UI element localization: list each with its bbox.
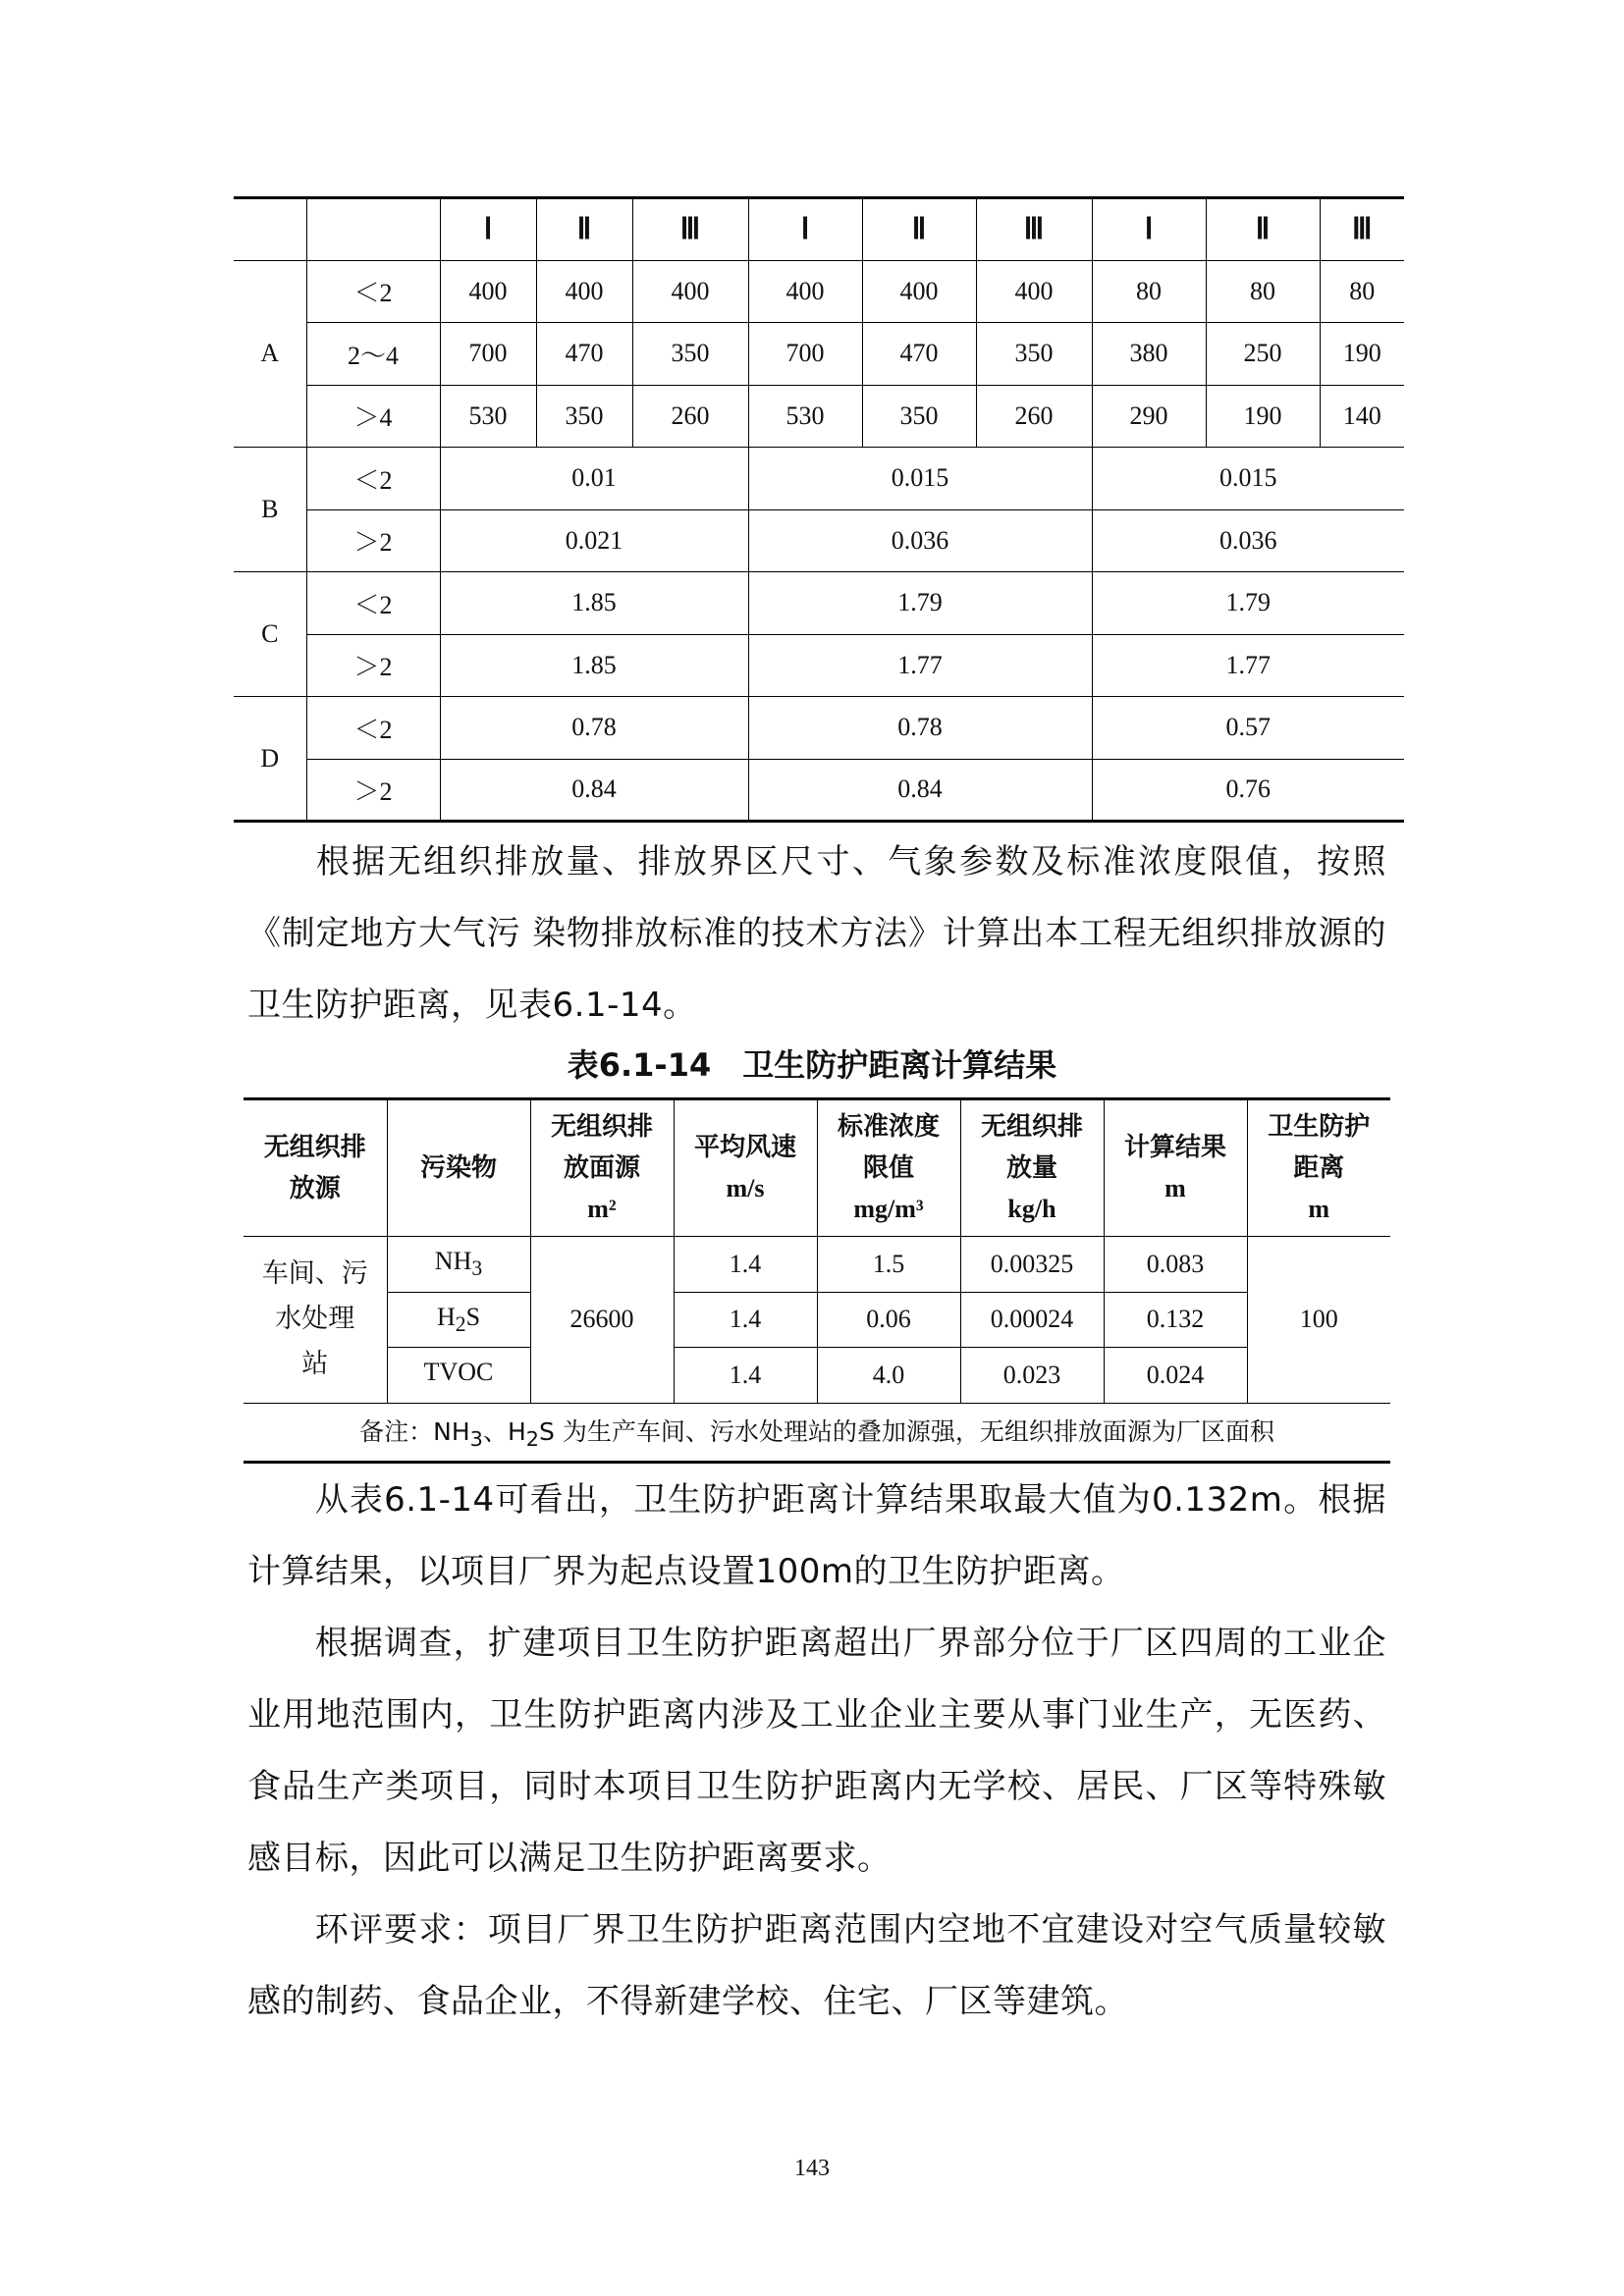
table-cell: 80 <box>1206 260 1320 323</box>
wind-class-cell: ＞2 <box>306 759 440 822</box>
table-cell: 0.036 <box>748 509 1092 572</box>
result-cell: 0.083 <box>1104 1237 1247 1293</box>
area-cell: 26600 <box>530 1237 674 1404</box>
header-area <box>530 1099 674 1237</box>
pollutant-tail: S <box>465 1302 481 1331</box>
wind-class-cell: 2～4 <box>306 323 440 386</box>
table-cell: 0.01 <box>440 448 748 510</box>
table-cell: 140 <box>1320 385 1404 448</box>
table-cell: 350 <box>976 323 1092 386</box>
table-row <box>234 572 1404 635</box>
header-result <box>1104 1099 1247 1237</box>
header-line: 放面源 <box>563 1153 640 1183</box>
table-row <box>234 759 1404 822</box>
table-row <box>234 697 1404 760</box>
pollutant-name: NH <box>434 1247 472 1276</box>
note-subscript: 2 <box>525 1427 540 1451</box>
table-cell: 260 <box>632 385 748 448</box>
table-note <box>244 1403 1390 1462</box>
table-cell: 1.79 <box>1092 572 1404 635</box>
table-cell: 400 <box>632 260 748 323</box>
table-row <box>244 1292 1390 1348</box>
source-line: 站 <box>301 1349 329 1380</box>
header-cell: Ⅲ <box>976 198 1092 261</box>
header-unit: m² <box>587 1195 617 1223</box>
table-row <box>244 1348 1390 1404</box>
paragraph-text: 从表6.1-14可看出，卫生防护距离计算结果取最大值为0.132m。根据计算结果，以项目厂界为起点设置100m的卫生防护距离。 <box>247 1480 1386 1591</box>
paragraph-text: 根据调查，扩建项目卫生防护距离超出厂界部分位于厂区四周的工业企业用地范围内，卫生防护距离内涉及工业企业主要从事门业生产，无医药、食品生产类项目，同时本项目卫生防护距离内无学校、居民、厂区等特殊敏感目标，因此可以满足卫生防护距离要求。 <box>247 1624 1386 1878</box>
protection-distance-table <box>244 1097 1390 1464</box>
group-label-c: C <box>234 572 306 697</box>
table-cell: 400 <box>748 260 862 323</box>
emission-cell: 0.023 <box>960 1348 1104 1404</box>
header-line: 限值 <box>862 1153 914 1183</box>
wind-class-cell: ＜2 <box>306 448 440 510</box>
table-cell: 0.78 <box>440 697 748 760</box>
header-line: 放源 <box>289 1174 341 1203</box>
distance-cell: 100 <box>1247 1237 1390 1404</box>
table-row <box>234 260 1404 323</box>
header-cell <box>306 198 440 261</box>
table-cell: 0.84 <box>440 759 748 822</box>
wind-class-cell: ＜2 <box>306 260 440 323</box>
body-paragraph <box>247 827 1386 1041</box>
table-row <box>244 1237 1390 1293</box>
body-paragraph <box>247 1465 1386 1608</box>
table-caption: 表6.1-14 卫生防护距离计算结果 <box>567 1046 1057 1084</box>
limit-cell: 0.06 <box>817 1292 960 1348</box>
header-line: 无组织排 <box>263 1133 366 1162</box>
header-line: 放量 <box>1005 1153 1057 1183</box>
table-row <box>234 323 1404 386</box>
pollutant-subscript: 3 <box>471 1256 483 1281</box>
pollutant-name: H <box>436 1302 456 1331</box>
table-row <box>234 385 1404 448</box>
header-emission <box>960 1099 1104 1237</box>
limit-cell: 1.5 <box>817 1237 960 1293</box>
source-line: 车间、污 <box>261 1258 368 1290</box>
table-cell: 0.57 <box>1092 697 1404 760</box>
coefficient-table <box>234 196 1404 823</box>
wind-class-cell: ＜2 <box>306 572 440 635</box>
table-cell: 0.015 <box>748 448 1092 510</box>
table-cell: 290 <box>1092 385 1206 448</box>
note-text: 、H <box>482 1417 526 1446</box>
header-line: 无组织排 <box>980 1112 1083 1142</box>
table-cell: 470 <box>536 323 632 386</box>
header-cell: Ⅱ <box>536 198 632 261</box>
table-cell: 0.015 <box>1092 448 1404 510</box>
header-line: 标准浓度 <box>837 1112 940 1142</box>
pollutant-name: TVOC <box>423 1358 494 1387</box>
header-pollutant <box>387 1099 530 1237</box>
body-paragraph <box>247 1895 1386 2038</box>
table-cell: 0.84 <box>748 759 1092 822</box>
wind-cell: 1.4 <box>674 1348 817 1404</box>
table-row <box>234 509 1404 572</box>
header-line: 卫生防护 <box>1268 1112 1371 1142</box>
wind-class-cell: ＞2 <box>306 634 440 697</box>
pollutant-subscript: 2 <box>455 1311 466 1336</box>
table-cell: 1.85 <box>440 572 748 635</box>
table-cell: 350 <box>536 385 632 448</box>
header-line: 污染物 <box>419 1153 497 1183</box>
table-cell: 250 <box>1206 323 1320 386</box>
header-cell: Ⅰ <box>1092 198 1206 261</box>
header-line: 平均风速 <box>693 1133 796 1162</box>
limit-cell: 4.0 <box>817 1348 960 1404</box>
header-cell: Ⅲ <box>632 198 748 261</box>
table-cell: 0.78 <box>748 697 1092 760</box>
table-cell: 80 <box>1320 260 1404 323</box>
source-line: 水处理 <box>275 1304 355 1335</box>
table-cell: 400 <box>440 260 536 323</box>
header-line: 计算结果 <box>1123 1133 1226 1162</box>
table-cell: 0.021 <box>440 509 748 572</box>
body-paragraph <box>247 1608 1386 1895</box>
table-cell: 350 <box>632 323 748 386</box>
table-cell: 260 <box>976 385 1092 448</box>
wind-class-cell: ＞4 <box>306 385 440 448</box>
table-cell: 700 <box>440 323 536 386</box>
note-text: S 为生产车间、污水处理站的叠加源强，无组织排放面源为厂区面积 <box>539 1417 1274 1446</box>
header-unit: m <box>1308 1195 1330 1223</box>
header-cell: Ⅰ <box>440 198 536 261</box>
header-cell <box>234 198 306 261</box>
group-label-b: B <box>234 448 306 572</box>
header-source <box>244 1099 387 1237</box>
header-unit: m/s <box>726 1174 765 1202</box>
page-number: 143 <box>794 2156 830 2181</box>
table-note-row <box>244 1403 1390 1462</box>
table-cell: 190 <box>1206 385 1320 448</box>
note-text: 备注：NH <box>359 1417 470 1446</box>
table-cell: 470 <box>862 323 976 386</box>
emission-cell: 0.00325 <box>960 1237 1104 1293</box>
table-cell: 400 <box>976 260 1092 323</box>
table-cell: 700 <box>748 323 862 386</box>
paragraph-text: 环评要求：项目厂界卫生防护距离范围内空地不宜建设对空气质量较敏感的制药、食品企业，不得新建学校、住宅、厂区等建筑。 <box>247 1910 1386 2021</box>
table-header-row <box>234 198 1404 261</box>
table-cell: 350 <box>862 385 976 448</box>
table-cell: 1.85 <box>440 634 748 697</box>
header-line: 无组织排 <box>550 1112 653 1142</box>
pollutant-cell <box>387 1237 530 1293</box>
group-label-a: A <box>234 260 306 448</box>
table-cell: 400 <box>536 260 632 323</box>
table-cell: 380 <box>1092 323 1206 386</box>
pollutant-cell <box>387 1292 530 1348</box>
header-cell: Ⅱ <box>862 198 976 261</box>
header-unit: mg/m³ <box>853 1195 924 1223</box>
table-row <box>234 634 1404 697</box>
wind-class-cell: ＞2 <box>306 509 440 572</box>
table-cell: 530 <box>440 385 536 448</box>
pollutant-cell <box>387 1348 530 1404</box>
table-cell: 0.76 <box>1092 759 1404 822</box>
emission-cell: 0.00024 <box>960 1292 1104 1348</box>
group-label-d: D <box>234 697 306 822</box>
table-cell: 0.036 <box>1092 509 1404 572</box>
result-cell: 0.132 <box>1104 1292 1247 1348</box>
header-cell: Ⅲ <box>1320 198 1404 261</box>
header-wind <box>674 1099 817 1237</box>
table-cell: 1.79 <box>748 572 1092 635</box>
wind-cell: 1.4 <box>674 1292 817 1348</box>
table-cell: 400 <box>862 260 976 323</box>
note-subscript: 3 <box>469 1427 483 1451</box>
header-limit <box>817 1099 960 1237</box>
header-distance <box>1247 1099 1390 1237</box>
header-unit: kg/h <box>1007 1195 1056 1223</box>
header-cell: Ⅰ <box>748 198 862 261</box>
paragraph-text: 根据无组织排放量、排放界区尺寸、气象参数及标准浓度限值，按照《制定地方大气污 染物排放标准的技术方法》计算出本工程无组织排放源的卫生防护距离，见表6.1-14。 <box>247 842 1386 1025</box>
table-header-row <box>244 1099 1390 1237</box>
result-cell: 0.024 <box>1104 1348 1247 1404</box>
source-cell <box>244 1237 387 1404</box>
table-row <box>234 448 1404 510</box>
table-cell: 1.77 <box>748 634 1092 697</box>
wind-cell: 1.4 <box>674 1237 817 1293</box>
header-unit: m <box>1164 1174 1186 1202</box>
table-cell: 80 <box>1092 260 1206 323</box>
table-cell: 190 <box>1320 323 1404 386</box>
header-line: 距离 <box>1293 1153 1345 1183</box>
header-cell: Ⅱ <box>1206 198 1320 261</box>
wind-class-cell: ＜2 <box>306 697 440 760</box>
table-cell: 530 <box>748 385 862 448</box>
table-cell: 1.77 <box>1092 634 1404 697</box>
